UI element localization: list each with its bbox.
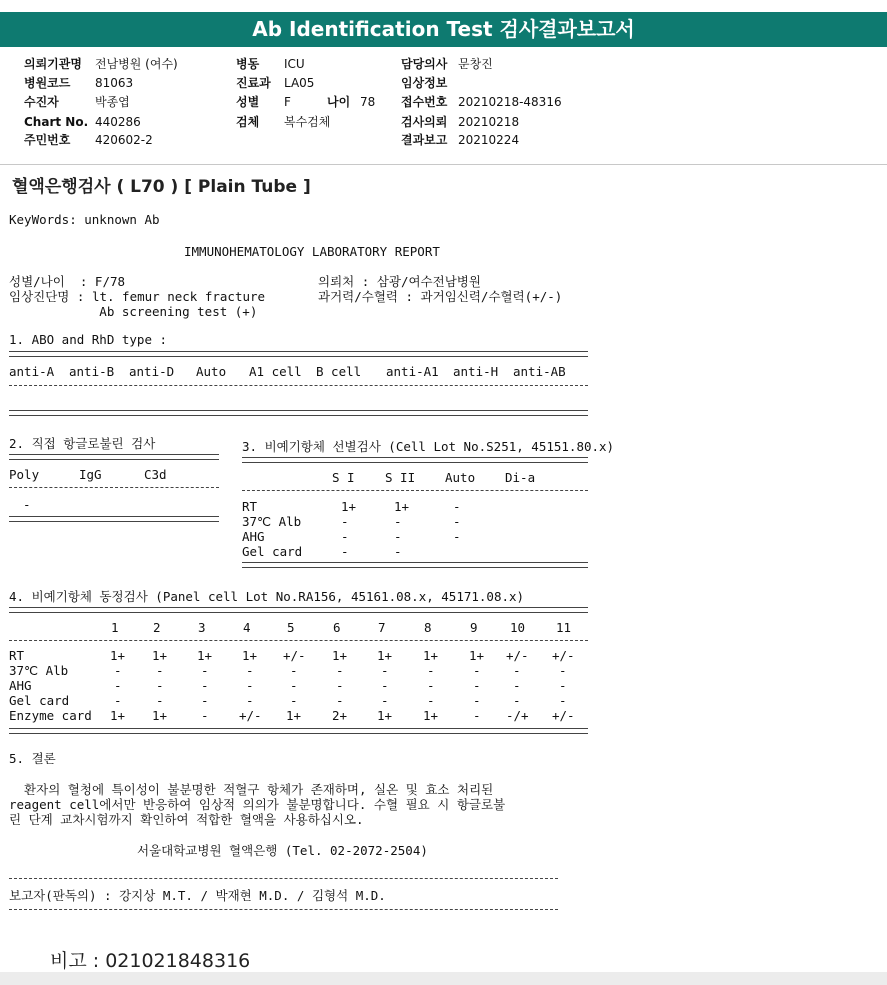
- dat-h-c3d: C3d: [144, 467, 167, 482]
- ward-value: ICU: [284, 57, 305, 71]
- panel-cell: 1+: [377, 708, 393, 723]
- panel-cell: 1+: [286, 708, 302, 723]
- dept-value: LA05: [284, 76, 315, 90]
- panel-cell: +/-: [552, 708, 575, 723]
- panel-header-cell: 8: [424, 620, 432, 635]
- screen-cell: 1+: [394, 499, 410, 514]
- code-value: 81063: [95, 76, 134, 90]
- screen-h-auto: Auto: [445, 470, 476, 485]
- screen-cell: -: [341, 514, 349, 529]
- receiver-label: 수진자: [24, 95, 59, 109]
- panel-cell: -: [156, 693, 164, 708]
- panel-cell: -: [246, 693, 254, 708]
- panel-cell: 1+: [423, 648, 439, 663]
- screen-cell: -: [341, 529, 349, 544]
- panel-cell: -: [381, 663, 389, 678]
- chart-label: Chart No.: [24, 115, 89, 129]
- abo-h-anti-a: anti-A: [9, 364, 55, 379]
- panel-cell: +/-: [283, 648, 306, 663]
- patient-header: [0, 52, 887, 165]
- screen-h-s2: S II: [385, 470, 416, 485]
- panel-row-label: AHG: [9, 678, 32, 693]
- panel-cell: -: [427, 693, 435, 708]
- ward-label: 병동: [236, 57, 260, 71]
- panel-cell: -: [473, 693, 481, 708]
- panel-header-cell: 1: [111, 620, 119, 635]
- panel-header-cell: 4: [243, 620, 251, 635]
- specimen-label: 검체: [236, 115, 260, 129]
- abo-h-anti-h: anti-H: [453, 364, 499, 379]
- panel-cell: -: [201, 663, 209, 678]
- screen-cell: -: [394, 529, 402, 544]
- section-title: 혈액은행검사 ( L70 ) [ Plain Tube ]: [12, 177, 311, 197]
- screen-row-label: Gel card: [242, 544, 303, 559]
- screen-row-label: 37℃ Alb: [242, 514, 302, 529]
- panel-cell: -: [473, 663, 481, 678]
- hospital-value: 전남병원 (여수): [95, 57, 178, 71]
- reporter-rule-top: [9, 878, 558, 879]
- screen-cell: -: [453, 514, 461, 529]
- report-date-value: 20210224: [458, 133, 520, 147]
- panel-title: 4. 비예기항체 동정검사 (Panel cell Lot No.RA156, 45161.08.x, 45171.08.x): [9, 589, 525, 604]
- footer-strip: [0, 972, 887, 985]
- panel-cell: 1+: [152, 648, 168, 663]
- panel-cell: -: [246, 678, 254, 693]
- panel-cell: -: [156, 663, 164, 678]
- abo-h-b-cell: B cell: [316, 364, 362, 379]
- abo-h-anti-d: anti-D: [129, 364, 175, 379]
- screen-rule-mid: [242, 490, 588, 491]
- remark: 비고 : 021021848316: [50, 950, 251, 972]
- dat-title: 2. 직접 항글로불린 검사: [9, 436, 156, 451]
- doctor-label: 담당의사: [401, 57, 448, 71]
- panel-header-cell: 9: [470, 620, 478, 635]
- dat-h-igg: IgG: [79, 467, 102, 482]
- diagnosis-line-2: Ab screening test (+): [9, 304, 258, 319]
- dat-v-poly: -: [23, 497, 31, 512]
- abo-rule-mid: [9, 385, 588, 386]
- panel-cell: -: [559, 663, 567, 678]
- panel-cell: -/+: [506, 708, 529, 723]
- screen-cell: 1+: [341, 499, 357, 514]
- panel-cell: 2+: [332, 708, 348, 723]
- screen-rule-top: [242, 457, 588, 463]
- panel-cell: +/-: [506, 648, 529, 663]
- conclusion-line: 환자의 혈청에 특이성이 불분명한 적혈구 항체가 존재하며, 실온 및 효소 처리된: [9, 782, 494, 797]
- abo-h-anti-b: anti-B: [69, 364, 115, 379]
- receiver-value: 박종엽: [95, 95, 130, 109]
- panel-header-cell: 6: [333, 620, 341, 635]
- screen-cell: -: [453, 499, 461, 514]
- panel-rule-mid: [9, 640, 588, 641]
- abo-title: 1. ABO and RhD type :: [9, 332, 168, 347]
- screen-cell: -: [453, 529, 461, 544]
- screen-cell: -: [341, 544, 349, 559]
- panel-cell: 1+: [469, 648, 485, 663]
- panel-cell: 1+: [332, 648, 348, 663]
- clinical-label: 임상정보: [401, 76, 448, 90]
- panel-header-cell: 11: [556, 620, 572, 635]
- hospital-label: 의뢰기관명: [24, 57, 82, 71]
- panel-row-label: 37℃ Alb: [9, 663, 69, 678]
- age-label: 나이: [327, 95, 351, 109]
- abo-h-auto: Auto: [196, 364, 227, 379]
- panel-cell: 1+: [377, 648, 393, 663]
- conclusion-line: reagent cell에서만 반응하여 임상적 의의가 불분명합니다. 수혈 필요 시 항글로불: [9, 797, 506, 812]
- screen-title: 3. 비예기항체 선별검사 (Cell Lot No.S251, 45151.80.x): [242, 439, 615, 454]
- screen-rule-bottom: [242, 562, 588, 568]
- panel-cell: -: [336, 678, 344, 693]
- keywords: KeyWords: unknown Ab: [9, 212, 160, 227]
- panel-cell: -: [513, 678, 521, 693]
- panel-cell: 1+: [110, 648, 126, 663]
- receipt-label: 접수번호: [401, 95, 448, 109]
- panel-cell: -: [290, 678, 298, 693]
- abo-h-a1-cell: A1 cell: [249, 364, 302, 379]
- panel-cell: -: [246, 663, 254, 678]
- panel-cell: -: [290, 693, 298, 708]
- panel-header-cell: 7: [378, 620, 386, 635]
- reporter-line: 보고자(판독의) : 강지상 M.T. / 박재현 M.D. / 김형석 M.D.: [9, 888, 386, 903]
- report-date-label: 결과보고: [401, 133, 448, 147]
- panel-cell: 1+: [197, 648, 213, 663]
- panel-cell: -: [201, 708, 209, 723]
- diagnosis-line-1: 임상진단명 : lt. femur neck fracture: [9, 289, 266, 304]
- lab-report-title: IMMUNOHEMATOLOGY LABORATORY REPORT: [184, 244, 440, 259]
- panel-cell: -: [473, 678, 481, 693]
- specimen-value: 복수검체: [284, 115, 331, 129]
- resid-value: 420602-2: [95, 133, 153, 147]
- panel-cell: -: [473, 708, 481, 723]
- panel-cell: +/-: [552, 648, 575, 663]
- resid-label: 주민번호: [24, 133, 71, 147]
- panel-row-label: Gel card: [9, 693, 70, 708]
- chart-value: 440286: [95, 115, 141, 129]
- screen-cell: -: [394, 544, 402, 559]
- conclusion-line: 린 단계 교차시험까지 확인하여 적합한 혈액을 사용하십시오.: [9, 812, 364, 827]
- age-value: 78: [360, 95, 376, 109]
- reporter-rule-bottom: [9, 909, 558, 910]
- panel-cell: -: [290, 663, 298, 678]
- panel-cell: -: [513, 663, 521, 678]
- dept-label: 진료과: [236, 76, 271, 90]
- panel-cell: -: [336, 693, 344, 708]
- panel-cell: -: [381, 678, 389, 693]
- panel-cell: 1+: [423, 708, 439, 723]
- screen-h-dia: Di-a: [505, 470, 536, 485]
- screen-h-s1: S I: [332, 470, 355, 485]
- panel-header-cell: 5: [287, 620, 295, 635]
- dat-rule-top: [9, 454, 219, 460]
- abo-h-anti-a1: anti-A1: [386, 364, 439, 379]
- panel-cell: -: [427, 663, 435, 678]
- abo-h-anti-ab: anti-AB: [513, 364, 566, 379]
- panel-cell: -: [381, 693, 389, 708]
- conclusion-title: 5. 결론: [9, 751, 56, 766]
- panel-cell: -: [201, 678, 209, 693]
- dat-h-poly: Poly: [9, 467, 40, 482]
- screen-cell: -: [394, 514, 402, 529]
- panel-cell: 1+: [152, 708, 168, 723]
- screen-row-label: RT: [242, 499, 258, 514]
- dat-rule-mid: [9, 487, 219, 488]
- sex-age-line: 성별/나이 : F/78: [9, 274, 126, 289]
- panel-row-label: Enzyme card: [9, 708, 92, 723]
- panel-cell: -: [336, 663, 344, 678]
- panel-rule-bottom: [9, 728, 588, 734]
- panel-row-label: RT: [9, 648, 25, 663]
- panel-cell: -: [114, 693, 122, 708]
- panel-cell: -: [114, 663, 122, 678]
- panel-cell: +/-: [239, 708, 262, 723]
- dat-rule-bottom: [9, 516, 219, 522]
- panel-header-cell: 10: [510, 620, 526, 635]
- abo-rule-top: [9, 351, 588, 357]
- request-date-value: 20210218: [458, 115, 520, 129]
- institution-line: 서울대학교병원 혈액은행 (Tel. 02-2072-2504): [137, 843, 428, 858]
- panel-cell: -: [427, 678, 435, 693]
- panel-cell: -: [559, 693, 567, 708]
- code-label: 병원코드: [24, 76, 71, 90]
- report-title: Ab Identification Test 검사결과보고서: [0, 12, 887, 47]
- panel-cell: -: [114, 678, 122, 693]
- panel-header-cell: 2: [153, 620, 161, 635]
- history-line: 과거력/수혈력 : 과거임신력/수혈력(+/-): [318, 289, 563, 304]
- requester-line: 의뢰처 : 삼광/여수전남병원: [318, 274, 481, 289]
- panel-cell: -: [513, 693, 521, 708]
- receipt-value: 20210218-48316: [458, 95, 562, 109]
- panel-cell: 1+: [242, 648, 258, 663]
- panel-cell: -: [156, 678, 164, 693]
- doctor-value: 문창진: [458, 57, 493, 71]
- panel-cell: -: [559, 678, 567, 693]
- panel-cell: 1+: [110, 708, 126, 723]
- panel-cell: -: [201, 693, 209, 708]
- request-date-label: 검사의뢰: [401, 115, 448, 129]
- screen-row-label: AHG: [242, 529, 265, 544]
- sex-value: F: [284, 95, 291, 109]
- panel-header-cell: 3: [198, 620, 206, 635]
- sex-label: 성별: [236, 95, 260, 109]
- abo-rule-bottom: [9, 410, 588, 416]
- panel-rule-top: [9, 607, 588, 613]
